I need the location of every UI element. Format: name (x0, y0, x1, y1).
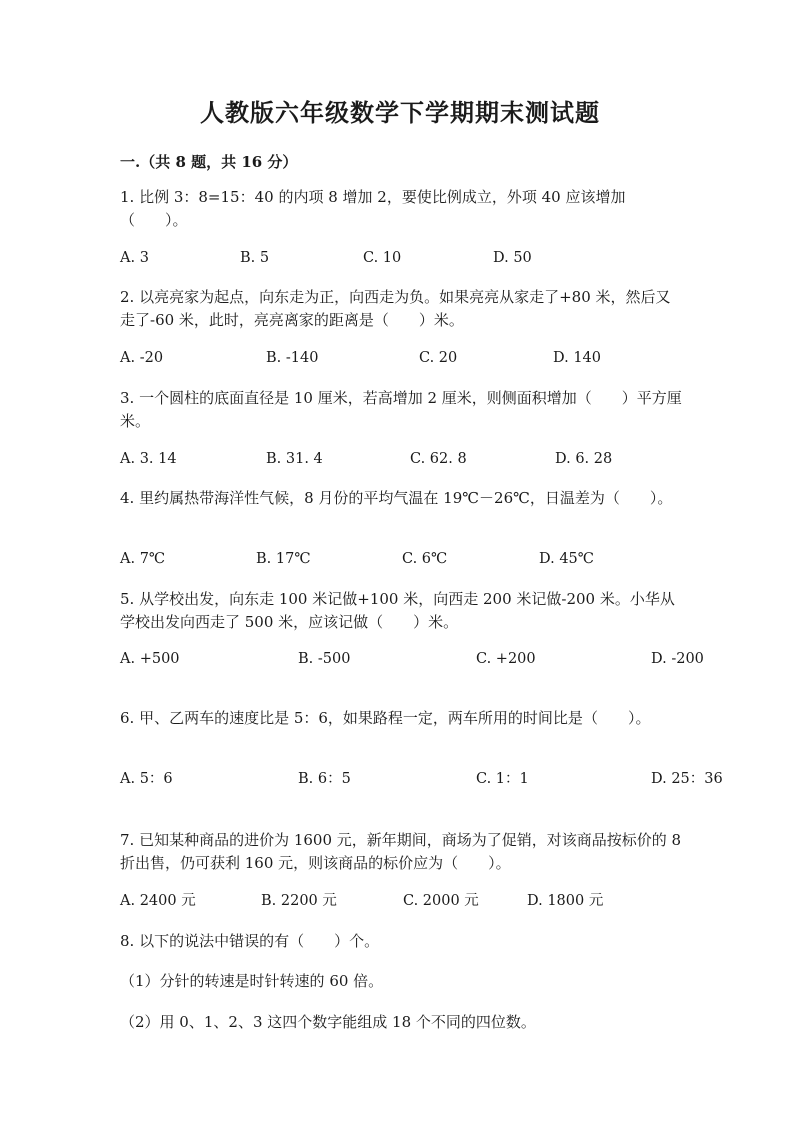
question-7-option-d[interactable]: D. 1800 元 (527, 893, 604, 909)
statement-2: （2）用 0、1、2、3 这四个数字能组成 18 个不同的四位数。 (120, 1013, 536, 1031)
question-2-option-c[interactable]: C. 20 (419, 350, 458, 366)
question-2-stem: 2. 以亮亮家为起点，向东走为正，向西走为负。如果亮亮从家走了+80 米，然后又走了-60 米，此时，亮亮离家的距离是（ ）米。 (120, 288, 671, 329)
question-2-option-d[interactable]: D. 140 (553, 350, 602, 366)
question-3-option-d[interactable]: D. 6. 28 (555, 451, 613, 467)
question-1-option-c[interactable]: C. 10 (363, 250, 402, 266)
question-5-option-b[interactable]: B. -500 (298, 651, 351, 667)
question-7-option-b[interactable]: B. 2200 元 (261, 893, 337, 909)
question-4-stem: 4. 里约属热带海洋性气候，8 月份的平均气温在 19℃－26℃，日温差为（ ）。 (120, 489, 673, 507)
section-heading: 一.（共 8 题，共 16 分） (120, 153, 298, 171)
question-7-option-c[interactable]: C. 2000 元 (403, 893, 479, 909)
question-4-option-b[interactable]: B. 17℃ (256, 551, 311, 567)
question-7-option-a[interactable]: A. 2400 元 (120, 893, 196, 909)
question-8-stem: 8. 以下的说法中错误的有（ ）个。 (120, 932, 380, 950)
question-7-stem: 7. 已知某种商品的进价为 1600 元，新年期间，商场为了促销，对该商品按标价的 8 折出售，仍可获利 160 元，则该商品的标价应为（ ）。 (120, 831, 686, 872)
question-4-option-d[interactable]: D. 45℃ (539, 551, 594, 567)
question-1-option-d[interactable]: D. 50 (493, 250, 532, 266)
question-4-option-c[interactable]: C. 6℃ (402, 551, 448, 567)
question-1-option-b[interactable]: B. 5 (240, 250, 270, 266)
question-5-stem: 5. 从学校出发，向东走 100 米记做+100 米，向西走 200 米记做-200 米。小华从学校出发向西走了 500 米，应该记做（ ）米。 (120, 590, 675, 631)
question-3-option-b[interactable]: B. 31. 4 (266, 451, 323, 467)
question-5-option-c[interactable]: C. +200 (476, 651, 536, 667)
question-5-option-d[interactable]: D. -200 (651, 651, 704, 667)
question-2-option-b[interactable]: B. -140 (266, 350, 319, 366)
question-4-option-a[interactable]: A. 7℃ (120, 551, 166, 567)
question-3-stem: 3. 一个圆柱的底面直径是 10 厘米，若高增加 2 厘米，则侧面积增加（ ）平方厘米。 (120, 389, 682, 430)
question-6-option-d[interactable]: D. 25：36 (651, 771, 723, 787)
question-6-option-b[interactable]: B. 6：5 (298, 771, 351, 787)
statement-1: （1）分针的转速是时针转速的 60 倍。 (120, 972, 384, 990)
question-6-stem: 6. 甲、乙两车的速度比是 5：6，如果路程一定，两车所用的时间比是（ ）。 (120, 709, 651, 727)
question-3-option-a[interactable]: A. 3. 14 (120, 451, 177, 467)
question-1-option-a[interactable]: A. 3 (120, 250, 149, 266)
question-3-option-c[interactable]: C. 62. 8 (410, 451, 467, 467)
question-6-option-c[interactable]: C. 1：1 (476, 771, 529, 787)
question-5-option-a[interactable]: A. +500 (120, 651, 180, 667)
question-2-option-a[interactable]: A. -20 (120, 350, 164, 366)
page-title: 人教版六年级数学下学期期末测试题 (200, 98, 600, 127)
question-1-stem: 1. 比例 3：8=15：40 的内项 8 增加 2，要使比例成立，外项 40 应该增加（ ）。 (120, 188, 626, 229)
question-6-option-a[interactable]: A. 5：6 (120, 771, 173, 787)
